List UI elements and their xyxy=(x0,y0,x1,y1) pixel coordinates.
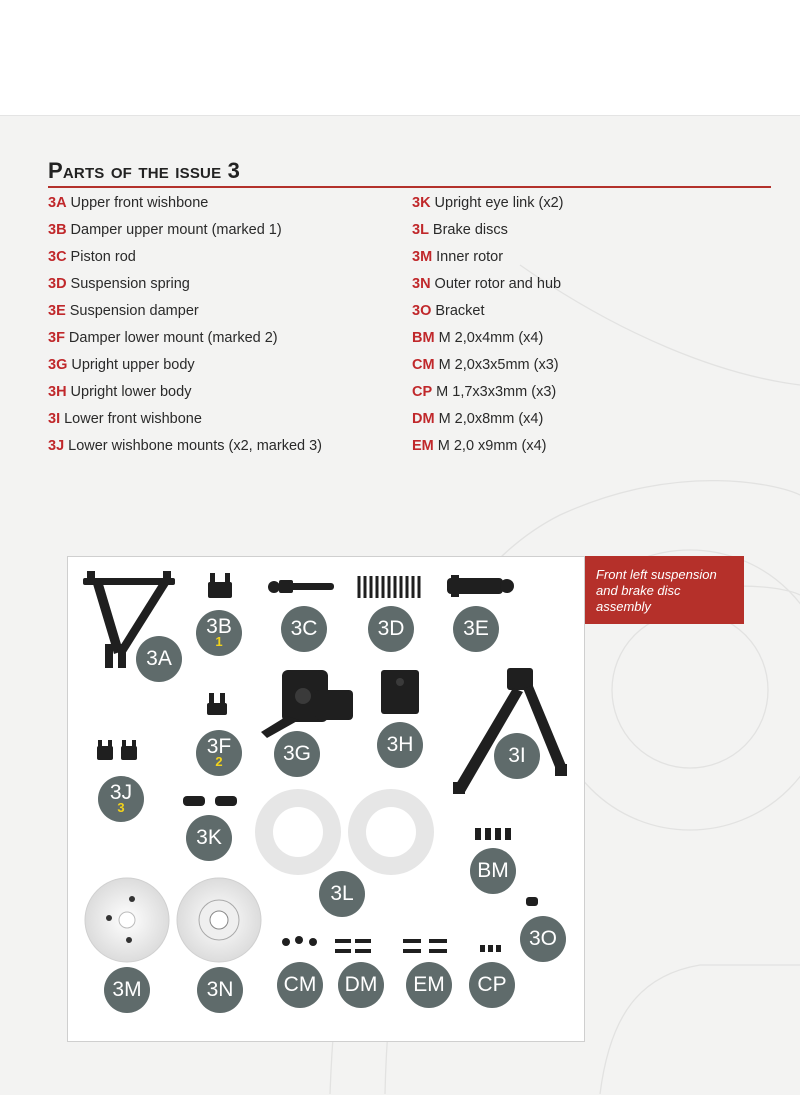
part-code: 3E xyxy=(48,303,66,319)
upright-lower-body-part xyxy=(381,670,419,714)
cp-screws-part xyxy=(480,945,501,952)
damper-upper-mount-part xyxy=(208,573,232,598)
part-name: Damper lower mount (marked 2) xyxy=(68,330,278,346)
list-item xyxy=(48,436,322,463)
badge-3f: 3F 2 xyxy=(196,730,242,776)
list-item xyxy=(48,274,322,301)
part-name: Lower wishbone mounts (x2, marked 3) xyxy=(68,438,323,454)
bm-screws-part xyxy=(475,828,511,840)
badge-3m: 3M xyxy=(104,967,150,1013)
list-item xyxy=(48,220,322,247)
badge-3g: 3G xyxy=(274,731,320,777)
part-name: Inner rotor xyxy=(436,249,504,265)
part-name: Lower front wishbone xyxy=(64,411,202,427)
badge-3e: 3E xyxy=(453,606,499,652)
page-title: Parts of the issue 3 xyxy=(48,158,241,183)
outer-rotor-part xyxy=(177,878,261,962)
suspension-spring-part xyxy=(359,576,419,598)
part-name: Upright eye link (x2) xyxy=(434,195,564,211)
list-item xyxy=(48,247,322,274)
damper-lower-mount-part xyxy=(207,693,227,715)
badge-3j: 3J 3 xyxy=(98,776,144,822)
marking-number: 3 xyxy=(117,800,125,815)
part-code: 3N xyxy=(412,276,431,292)
part-code: 3K xyxy=(412,195,431,211)
list-item xyxy=(48,382,322,409)
part-code: CP xyxy=(412,384,433,400)
em-screws-part xyxy=(403,939,447,953)
part-code: BM xyxy=(412,330,435,346)
part-code: EM xyxy=(412,438,434,454)
part-code: 3F xyxy=(48,330,65,346)
part-name: Bracket xyxy=(435,303,485,319)
part-code: 3O xyxy=(412,303,432,319)
part-code: 3C xyxy=(48,249,67,265)
list-item xyxy=(412,382,563,409)
parts-list-left xyxy=(48,193,322,463)
assembly-caption: Front left suspension and brake disc assembly xyxy=(585,556,744,624)
list-item xyxy=(48,409,322,436)
parts-list-right xyxy=(412,193,563,463)
list-item xyxy=(48,355,322,382)
part-name: Damper upper mount (marked 1) xyxy=(70,222,282,238)
list-item xyxy=(412,409,563,436)
badge-3n: 3N xyxy=(197,967,243,1013)
marking-number: 1 xyxy=(215,634,223,649)
part-code: DM xyxy=(412,411,435,427)
eye-link-part xyxy=(183,796,237,806)
part-name: M 2,0x8mm (x4) xyxy=(438,411,544,427)
list-item xyxy=(412,193,563,220)
part-name: Upright lower body xyxy=(70,384,192,400)
list-item xyxy=(412,301,563,328)
suspension-damper-part xyxy=(447,575,514,597)
badge-3o: 3O xyxy=(520,916,566,962)
list-item xyxy=(48,301,322,328)
part-name: M 1,7x3x3mm (x3) xyxy=(436,384,557,400)
badge-em: EM xyxy=(406,962,452,1008)
top-margin xyxy=(0,0,800,115)
upright-upper-body-part xyxy=(261,670,353,738)
badge-3l: 3L xyxy=(319,871,365,917)
cm-screws-part xyxy=(282,936,317,946)
part-name: M 2,0 x9mm (x4) xyxy=(437,438,547,454)
part-code: 3L xyxy=(412,222,429,238)
badge-3b: 3B 1 xyxy=(196,610,242,656)
list-item xyxy=(412,247,563,274)
badge-3c: 3C xyxy=(281,606,327,652)
part-name: Brake discs xyxy=(432,222,508,238)
badge-cm: CM xyxy=(277,962,323,1008)
brake-discs-part xyxy=(255,789,434,875)
part-code: CM xyxy=(412,357,435,373)
part-name: Suspension spring xyxy=(70,276,190,292)
dm-screws-part xyxy=(335,939,371,953)
part-code: 3G xyxy=(48,357,68,373)
part-name: Upright upper body xyxy=(71,357,195,373)
part-code: 3A xyxy=(48,195,67,211)
part-name: M 2,0x4mm (x4) xyxy=(438,330,544,346)
list-item xyxy=(48,193,322,220)
list-item xyxy=(48,328,322,355)
piston-rod-part xyxy=(268,580,334,593)
part-code: 3M xyxy=(412,249,433,265)
badge-3i: 3I xyxy=(494,733,540,779)
bracket-part xyxy=(526,897,538,906)
badge-3k: 3K xyxy=(186,815,232,861)
marking-number: 2 xyxy=(215,754,223,769)
list-item xyxy=(412,274,563,301)
part-name: Upper front wishbone xyxy=(70,195,209,211)
part-code: 3I xyxy=(48,411,61,427)
part-code: 3B xyxy=(48,222,67,238)
title-underline xyxy=(48,186,771,188)
part-code: 3H xyxy=(48,384,67,400)
part-name: Suspension damper xyxy=(69,303,199,319)
list-item xyxy=(412,355,563,382)
part-name: M 2,0x3x5mm (x3) xyxy=(438,357,559,373)
part-code: 3J xyxy=(48,438,65,454)
list-item xyxy=(412,436,563,463)
badge-dm: DM xyxy=(338,962,384,1008)
list-item xyxy=(412,220,563,247)
badge-3h: 3H xyxy=(377,722,423,768)
part-name: Piston rod xyxy=(70,249,136,265)
list-item xyxy=(412,328,563,355)
badge-3a: 3A xyxy=(136,636,182,682)
inner-rotor-part xyxy=(85,878,169,962)
badge-3d: 3D xyxy=(368,606,414,652)
wishbone-mounts-part xyxy=(97,740,137,760)
badge-bm: BM xyxy=(470,848,516,894)
part-name: Outer rotor and hub xyxy=(434,276,562,292)
part-code: 3D xyxy=(48,276,67,292)
badge-cp: CP xyxy=(469,962,515,1008)
